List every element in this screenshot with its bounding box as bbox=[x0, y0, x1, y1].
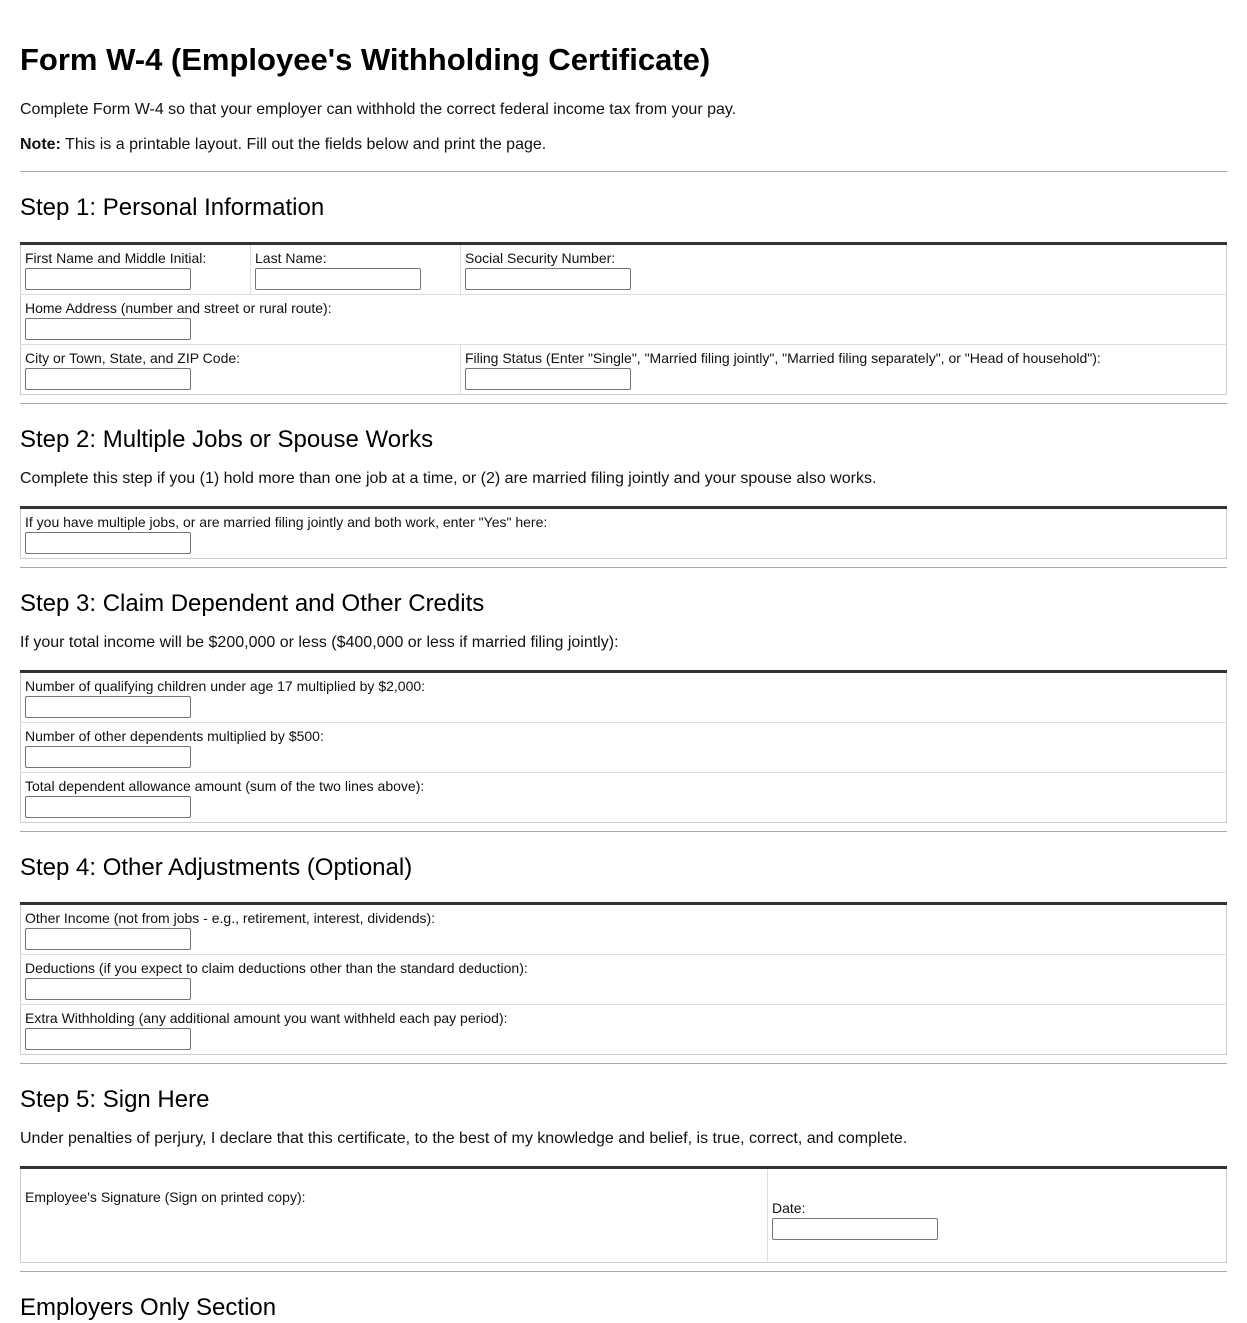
address-cell bbox=[21, 295, 1227, 345]
ssn-input[interactable] bbox=[465, 268, 631, 290]
multiple-jobs-input[interactable] bbox=[25, 532, 191, 554]
extra-withholding-input[interactable] bbox=[25, 1028, 191, 1050]
step4-heading: Step 4: Other Adjustments (Optional) bbox=[20, 854, 413, 881]
other-dependents-cell bbox=[21, 723, 1227, 773]
step2-heading: Step 2: Multiple Jobs or Spouse Works bbox=[20, 426, 434, 453]
total-dependents-label: Total dependent allowance amount (sum of the two lines above): bbox=[25, 778, 425, 794]
step3-heading: Step 3: Claim Dependent and Other Credits bbox=[20, 590, 485, 617]
extra-withholding-cell bbox=[21, 1005, 1227, 1055]
other-income-cell bbox=[21, 904, 1227, 955]
other-income-input[interactable] bbox=[25, 928, 191, 950]
section-divider bbox=[20, 567, 1227, 568]
total-dependents-input[interactable] bbox=[25, 796, 191, 818]
step5-form-table bbox=[20, 1166, 1227, 1263]
employers-only-heading: Employers Only Section bbox=[20, 1294, 277, 1321]
first-name-cell bbox=[21, 244, 251, 295]
children-input[interactable] bbox=[25, 696, 191, 718]
last-name-label: Last Name: bbox=[255, 250, 327, 266]
step2-description: Complete this step if you (1) hold more than one job at a time, or (2) are married filing jointly and your spouse also works. bbox=[20, 470, 877, 487]
other-dependents-label: Number of other dependents multiplied by $500: bbox=[25, 728, 324, 744]
deductions-input[interactable] bbox=[25, 978, 191, 1000]
step3-form-table bbox=[20, 670, 1227, 823]
address-input[interactable] bbox=[25, 318, 191, 340]
filing-status-cell bbox=[461, 345, 1227, 395]
note-text bbox=[20, 135, 1227, 155]
section-divider bbox=[20, 1063, 1227, 1064]
page-title: Form W-4 (Employee's Withholding Certificate) bbox=[20, 42, 711, 77]
section-divider bbox=[20, 831, 1227, 832]
city-label: City or Town, State, and ZIP Code: bbox=[25, 350, 241, 366]
other-income-label: Other Income (not from jobs - e.g., retirement, interest, dividends): bbox=[25, 910, 436, 926]
multiple-jobs-label: If you have multiple jobs, or are married filing jointly and both work, enter "Yes" here: bbox=[25, 514, 548, 530]
first-name-label: First Name and Middle Initial: bbox=[25, 250, 207, 266]
date-label: Date: bbox=[772, 1200, 806, 1216]
section-divider bbox=[20, 171, 1227, 172]
note-body: This is a printable layout. Fill out the fields below and print the page. bbox=[60, 136, 547, 153]
step4-form-table bbox=[20, 902, 1227, 1055]
children-label: Number of qualifying children under age 17 multiplied by $2,000: bbox=[25, 678, 426, 694]
filing-status-label: Filing Status (Enter "Single", "Married filing jointly", "Married filing separately", or "Head of household"): bbox=[465, 350, 1101, 366]
deductions-cell bbox=[21, 955, 1227, 1005]
total-dependents-cell bbox=[21, 773, 1227, 823]
step1-form-table bbox=[20, 242, 1227, 395]
address-label: Home Address (number and street or rural route): bbox=[25, 300, 332, 316]
signature-cell bbox=[21, 1168, 768, 1263]
extra-withholding-label: Extra Withholding (any additional amount you want withheld each pay period): bbox=[25, 1010, 508, 1026]
signature-label: Employee's Signature (Sign on printed copy): bbox=[25, 1189, 306, 1205]
step1-heading: Step 1: Personal Information bbox=[20, 194, 325, 221]
first-name-input[interactable] bbox=[25, 268, 191, 290]
filing-status-input[interactable] bbox=[465, 368, 631, 390]
city-cell bbox=[21, 345, 461, 395]
children-cell bbox=[21, 672, 1227, 723]
city-input[interactable] bbox=[25, 368, 191, 390]
deductions-label: Deductions (if you expect to claim deductions other than the standard deduction): bbox=[25, 960, 528, 976]
ssn-label: Social Security Number: bbox=[465, 250, 616, 266]
intro-text: Complete Form W-4 so that your employer can withhold the correct federal income tax from your pay. bbox=[20, 101, 737, 118]
last-name-cell bbox=[251, 244, 461, 295]
step5-heading: Step 5: Sign Here bbox=[20, 1086, 210, 1113]
step2-form-table bbox=[20, 506, 1227, 559]
ssn-cell bbox=[461, 244, 1227, 295]
last-name-input[interactable] bbox=[255, 268, 421, 290]
section-divider bbox=[20, 403, 1227, 404]
step5-description: Under penalties of perjury, I declare that this certificate, to the best of my knowledge and belief, is true, correct, and complete. bbox=[20, 1130, 908, 1147]
date-cell bbox=[768, 1168, 1227, 1263]
other-dependents-input[interactable] bbox=[25, 746, 191, 768]
note-label: Note: bbox=[20, 136, 61, 153]
date-input[interactable] bbox=[772, 1218, 938, 1240]
multiple-jobs-cell bbox=[21, 508, 1227, 559]
step3-description: If your total income will be $200,000 or less ($400,000 or less if married filing jointly): bbox=[20, 634, 619, 651]
section-divider bbox=[20, 1271, 1227, 1272]
